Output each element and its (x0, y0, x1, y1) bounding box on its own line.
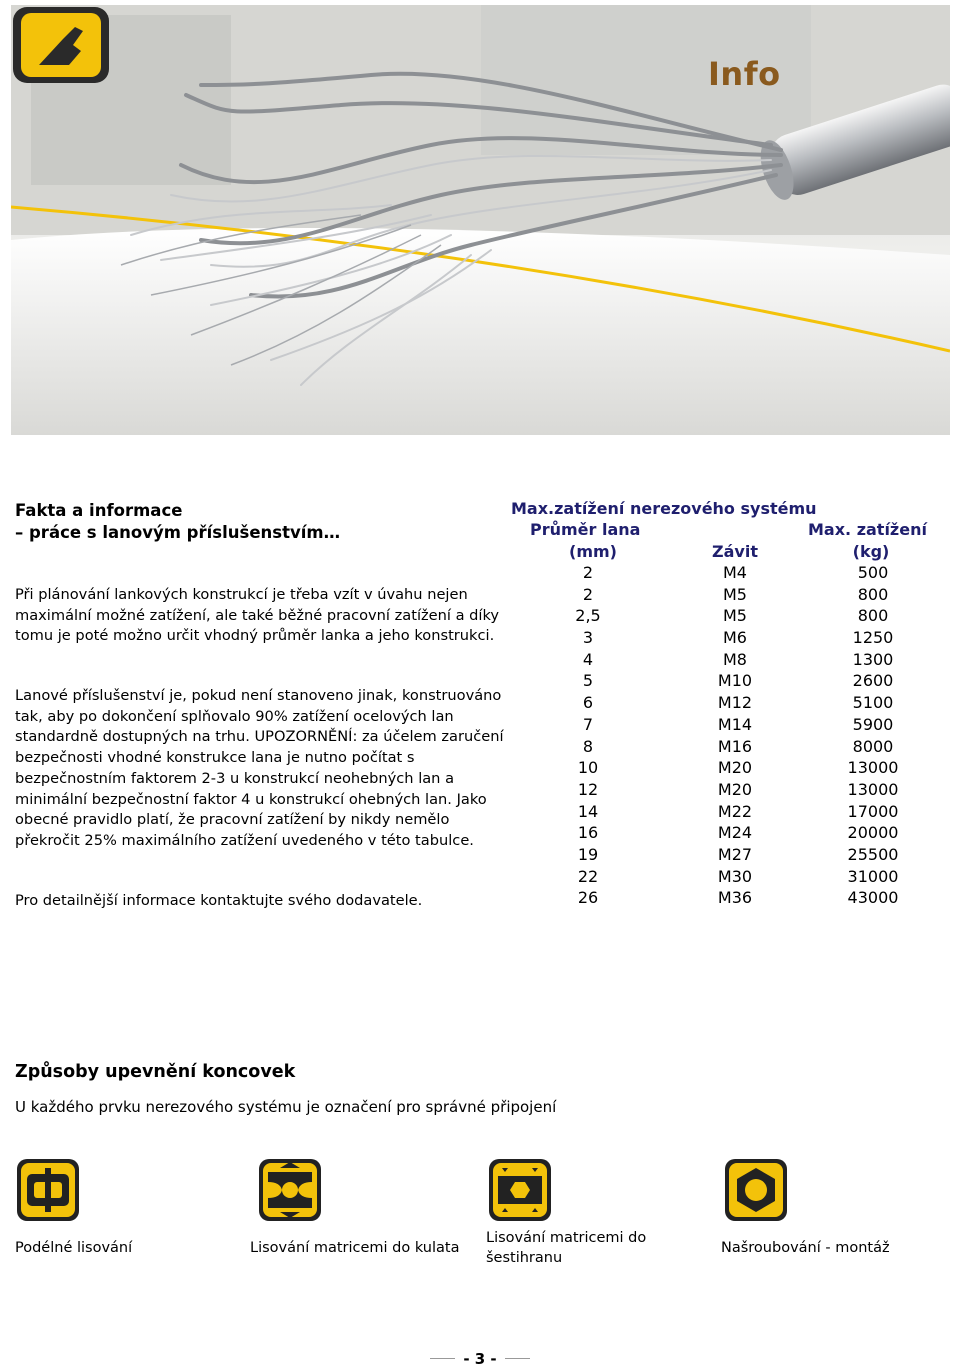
diameter-header: Průměr lana (530, 520, 641, 539)
thread-cell: M6 (723, 628, 747, 648)
info-label: Info (708, 55, 781, 93)
diameter-cell: 19 (577, 844, 599, 864)
thread-cell: M12 (717, 693, 753, 713)
load-cell: 20000 (847, 823, 899, 843)
facts-title: Fakta a informace (15, 501, 183, 520)
load-cell: 500 (857, 563, 889, 582)
load-cell: 5900 (852, 714, 894, 734)
table-row (540, 628, 920, 650)
load-header: Max. zatížení (808, 520, 927, 539)
thread-cell: M4 (723, 563, 747, 582)
table-row (540, 888, 920, 910)
caption-screw-on: Našroubování - montáž (721, 1240, 890, 1256)
thread-cell: M5 (723, 584, 747, 604)
table-row (540, 737, 920, 759)
table-row (540, 606, 920, 628)
load-cell: 800 (857, 606, 889, 626)
thread-cell: M14 (717, 714, 753, 734)
table-row (540, 845, 920, 867)
mounting-text: U každého prvku nerezového systému je označení pro správné připojení (15, 1098, 557, 1116)
diameter-cell: 4 (582, 649, 594, 669)
load-cell: 5100 (852, 693, 894, 713)
table-row (540, 671, 920, 693)
thread-cell: M20 (717, 779, 753, 799)
table-row (540, 780, 920, 802)
load-cell: 2600 (852, 671, 894, 691)
thread-cell: M8 (723, 649, 747, 669)
thread-cell: M16 (717, 736, 753, 756)
diameter-cell: 10 (577, 758, 599, 778)
facts-paragraph-2: Lanové příslušenství je, pokud není stanoveno jinak, konstruováno tak, aby po dokončení splňovalo 90% zatížení ocelových lan standardně dostupných na trhu. UPOZORNĚNÍ: za účelem zaručení bezpečnosti vhodné konstrukce lana je nutno počítat s bezpečnostním faktorem 2-3 u konstrukcí neohebných lan a minimální bezpečnostní faktor 4 u konstrukcí ohebných lan. Jako obecné pravidlo platí, že pracovní zatížení by nikdy nemělo překročit 25% maximálního zatížení uvedeného v této tabulce. (15, 687, 504, 849)
load-cell: 800 (857, 584, 889, 604)
mounting-title: Způsoby upevnění koncovek (15, 1062, 296, 1082)
diameter-cell: 2,5 (575, 606, 601, 626)
diameter-cell: 12 (577, 779, 599, 799)
diameter-cell: 7 (582, 714, 594, 734)
steel-cable-illustration (11, 5, 950, 435)
load-cell: 1300 (852, 649, 894, 669)
load-cell: 13000 (847, 758, 899, 778)
load-table-title: Max.zatížení nerezového systému (511, 499, 817, 518)
facts-paragraph-3: Pro detailnější informace kontaktujte svého dodavatele. (15, 892, 423, 909)
table-row (540, 802, 920, 824)
load-cell: 31000 (847, 866, 899, 886)
diameter-cell: 3 (582, 628, 594, 648)
table-row (540, 867, 920, 889)
facts-paragraph-1: Při plánování lankových konstrukcí je třeba vzít v úvahu nejen maximální možné zatížení, ale také běžné pracovní zatížení a díky tomu je poté možno určit vhodný průměr lanka a jeho konstrukci. (15, 586, 500, 645)
longitudinal-crimp-icon (16, 1158, 80, 1222)
thread-cell: M24 (717, 823, 753, 843)
caption-round-die-crimp: Lisování matricemi do kulata (250, 1240, 460, 1256)
thread-header: Závit (712, 542, 758, 561)
load-unit-header: (kg) (852, 542, 890, 561)
load-cell: 13000 (847, 779, 899, 799)
diameter-cell: 22 (577, 866, 599, 886)
thread-cell: M36 (717, 888, 753, 908)
table-row (540, 650, 920, 672)
diameter-cell: 2 (582, 563, 594, 582)
caption-hex-die-crimp: Lisování matricemi do šestihranu (486, 1230, 647, 1266)
diameter-cell: 14 (577, 801, 599, 821)
diameter-cell: 2 (582, 584, 594, 604)
load-cell: 17000 (847, 801, 899, 821)
thread-cell: M20 (717, 758, 753, 778)
hex-die-crimp-icon (488, 1158, 552, 1222)
table-row (540, 758, 920, 780)
diameter-unit-header: (mm) (569, 542, 617, 561)
diameter-cell: 8 (582, 736, 594, 756)
thread-cell: M30 (717, 866, 753, 886)
facts-subtitle: – práce s lanovým příslušenstvím… (15, 523, 341, 542)
diameter-cell: 16 (577, 823, 599, 843)
load-cell: 8000 (852, 736, 894, 756)
thread-cell: M27 (717, 844, 753, 864)
load-cell: 1250 (852, 628, 894, 648)
load-cell: 25500 (847, 844, 899, 864)
thread-cell: M10 (717, 671, 753, 691)
thread-cell: M22 (717, 801, 753, 821)
round-die-crimp-icon (258, 1158, 322, 1222)
hero-photo (11, 5, 950, 435)
diameter-cell: 5 (582, 671, 594, 691)
diameter-cell: 26 (577, 888, 599, 908)
caption-longitudinal-crimp: Podélné lisování (15, 1240, 133, 1256)
load-table-body (540, 563, 920, 910)
table-row (540, 715, 920, 737)
table-row (540, 563, 920, 585)
table-row (540, 585, 920, 607)
table-row (540, 693, 920, 715)
load-cell: 43000 (847, 888, 899, 908)
hand-pointer-icon (11, 5, 111, 85)
diameter-cell: 6 (582, 693, 594, 713)
screw-on-icon (724, 1158, 788, 1222)
table-row (540, 823, 920, 845)
thread-cell: M5 (723, 606, 747, 626)
page-number: - 3 - (455, 1350, 505, 1368)
